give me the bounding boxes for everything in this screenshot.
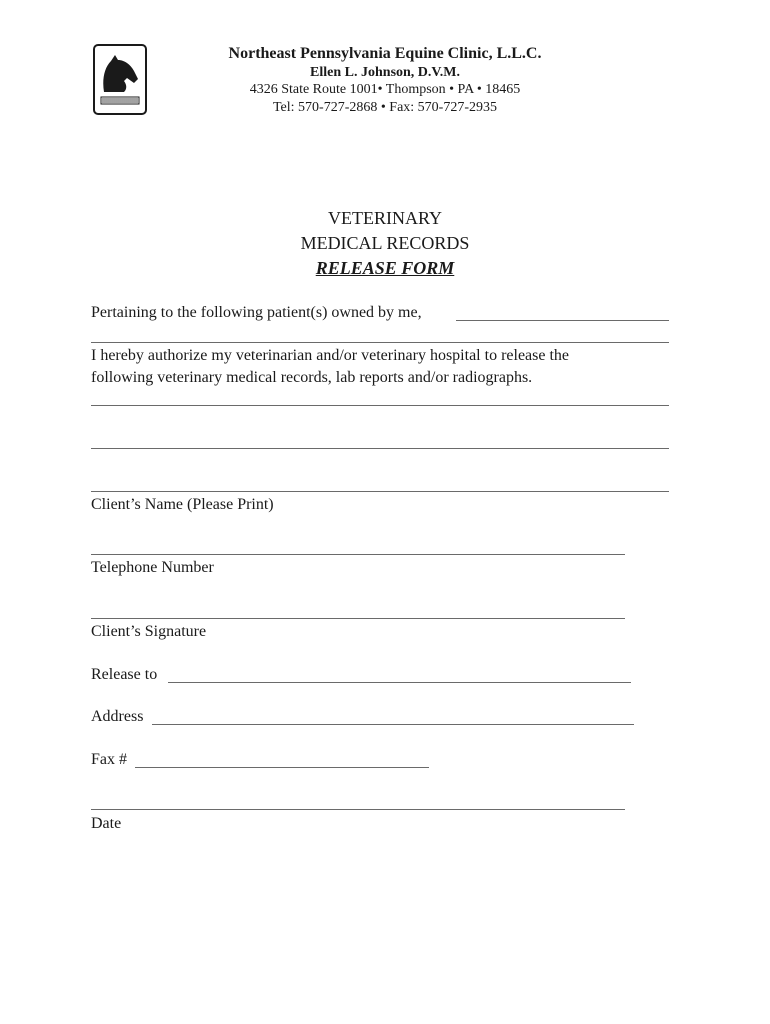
fax-field[interactable] [135, 767, 429, 768]
clinic-contact: Tel: 570-727-2868 • Fax: 570-727-2935 [272, 100, 497, 115]
date-field[interactable] [91, 809, 625, 810]
release-to-field[interactable] [168, 682, 631, 683]
fax-label: Fax # [91, 751, 127, 768]
clinic-address: 4326 State Route 1001• Thompson • PA • 18465 [249, 82, 521, 97]
signature-label: Client’s Signature [91, 623, 207, 640]
authorize-text-line-2: following veterinary medical records, lab reports and/or radiographs. [91, 369, 533, 386]
records-field-line-1[interactable] [91, 405, 669, 406]
address-field[interactable] [152, 724, 634, 725]
title-line-1: VETERINARY [328, 208, 442, 228]
address-label: Address [91, 708, 144, 725]
records-field-line-2[interactable] [91, 448, 669, 449]
release-to-label: Release to [91, 666, 158, 683]
client-name-field[interactable] [91, 491, 669, 492]
authorize-text-line-1: I hereby authorize my veterinarian and/or veterinary hospital to release the [91, 347, 570, 364]
title-line-3: RELEASE FORM [315, 258, 455, 278]
signature-field[interactable] [91, 618, 625, 619]
patients-label: Pertaining to the following patient(s) owned by me, [91, 304, 422, 321]
knight-horse-icon [93, 44, 147, 115]
date-label: Date [91, 815, 122, 832]
telephone-field[interactable] [91, 554, 625, 555]
title-line-2: MEDICAL RECORDS [300, 233, 470, 253]
doctor-name: Ellen L. Johnson, D.V.M. [310, 65, 460, 80]
clinic-name: Northeast Pennsylvania Equine Clinic, L.L.C. [228, 45, 542, 62]
patients-field-continued[interactable] [91, 342, 669, 343]
patients-field[interactable] [456, 320, 669, 321]
letterhead [150, 44, 620, 117]
form-title [0, 206, 770, 281]
clinic-logo [93, 44, 147, 115]
telephone-label: Telephone Number [91, 559, 214, 576]
client-name-label: Client’s Name (Please Print) [91, 496, 274, 513]
